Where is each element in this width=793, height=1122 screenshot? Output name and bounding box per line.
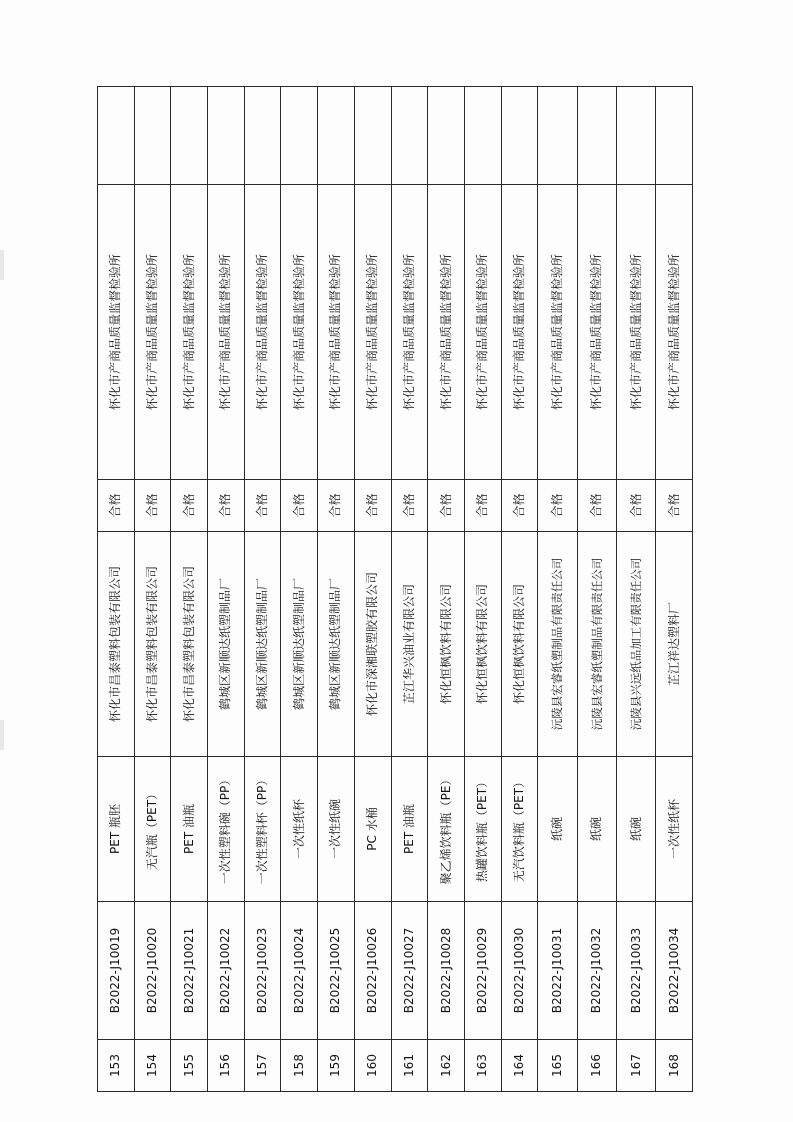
company-cell: 沅陵县宏睿纸塑制品有限责任公司 — [577, 532, 616, 757]
result-cell: 合格 — [577, 480, 616, 532]
company-cell: 怀化恒枫饮料有限公司 — [428, 532, 465, 757]
product-name-cell: PET 油瓶 — [391, 757, 428, 902]
result-cell: 合格 — [244, 480, 281, 532]
product-name-cell: 纸碗 — [538, 757, 577, 902]
company-cell: 沅陵县兴远纸品加工有限责任公司 — [616, 532, 655, 757]
company-cell: 鹤城区新顺达纸塑制品厂 — [244, 532, 281, 757]
result-cell: 合格 — [171, 480, 208, 532]
inspection-org-cell: 怀化市产商品质量监督检验所 — [391, 185, 428, 480]
row-index-cell: 155 — [171, 1040, 208, 1092]
inspection-org-cell: 怀化市产商品质量监督检验所 — [134, 185, 171, 480]
result-cell: 合格 — [656, 480, 693, 532]
table-row — [538, 87, 577, 1092]
company-cell: 怀化市深湘联塑胶有限公司 — [354, 532, 391, 757]
row-index-cell: 162 — [428, 1040, 465, 1092]
table-row — [318, 87, 355, 1092]
punch-hole-mark — [0, 250, 4, 280]
row-index-cell: 165 — [538, 1040, 577, 1092]
row-index-cell: 167 — [616, 1040, 655, 1092]
sample-code-cell: B2022-J10019 — [98, 902, 135, 1040]
empty-cell — [98, 87, 135, 185]
empty-cell — [354, 87, 391, 185]
empty-cell — [281, 87, 318, 185]
product-name-cell: 无汽瓶（PET） — [134, 757, 171, 902]
product-name-cell: 一次性塑料碗（PP） — [208, 757, 245, 902]
sample-code-cell: B2022-J10030 — [501, 902, 538, 1040]
product-name-cell: 聚乙烯饮料瓶（PE） — [428, 757, 465, 902]
inspection-org-cell: 怀化市产商品质量监督检验所 — [538, 185, 577, 480]
result-cell: 合格 — [616, 480, 655, 532]
result-cell: 合格 — [501, 480, 538, 532]
inspection-org-cell: 怀化市产商品质量监督检验所 — [501, 185, 538, 480]
row-index-cell: 157 — [244, 1040, 281, 1092]
empty-cell — [208, 87, 245, 185]
row-index-cell: 159 — [318, 1040, 355, 1092]
company-cell: 怀化市昌泰塑料包装有限公司 — [98, 532, 135, 757]
sample-code-cell: B2022-J10033 — [616, 902, 655, 1040]
product-name-cell: PC 水桶 — [354, 757, 391, 902]
sample-code-cell: B2022-J10021 — [171, 902, 208, 1040]
empty-cell — [656, 87, 693, 185]
product-name-cell: 一次性塑料杯（PP） — [244, 757, 281, 902]
table-row — [501, 87, 538, 1092]
empty-cell — [318, 87, 355, 185]
empty-cell — [538, 87, 577, 185]
product-name-cell: 热罐饮料瓶（PET） — [464, 757, 501, 902]
table-row — [134, 87, 171, 1092]
company-cell: 鹤城区新顺达纸塑制品厂 — [208, 532, 245, 757]
row-index-cell: 154 — [134, 1040, 171, 1092]
table-row — [171, 87, 208, 1092]
sample-code-cell: B2022-J10029 — [464, 902, 501, 1040]
sample-code-cell: B2022-J10034 — [656, 902, 693, 1040]
empty-cell — [501, 87, 538, 185]
table-row — [464, 87, 501, 1092]
empty-cell — [428, 87, 465, 185]
product-name-cell: 一次性纸杯 — [281, 757, 318, 902]
inspection-org-cell: 怀化市产商品质量监督检验所 — [354, 185, 391, 480]
inspection-org-cell: 怀化市产商品质量监督检验所 — [577, 185, 616, 480]
company-cell: 怀化恒枫饮料有限公司 — [501, 532, 538, 757]
row-index-cell: 153 — [98, 1040, 135, 1092]
empty-cell — [577, 87, 616, 185]
inspection-org-cell: 怀化市产商品质量监督检验所 — [208, 185, 245, 480]
inspection-org-cell: 怀化市产商品质量监督检验所 — [616, 185, 655, 480]
sample-code-cell: B2022-J10027 — [391, 902, 428, 1040]
table-row — [616, 87, 655, 1092]
product-name-cell: 纸碗 — [616, 757, 655, 902]
row-index-cell: 163 — [464, 1040, 501, 1092]
empty-cell — [134, 87, 171, 185]
table-row — [244, 87, 281, 1092]
company-cell: 芷江华兴油业有限公司 — [391, 532, 428, 757]
empty-cell — [616, 87, 655, 185]
sample-code-cell: B2022-J10025 — [318, 902, 355, 1040]
product-name-cell: PET 瓶胚 — [98, 757, 135, 902]
inspection-results-table — [97, 86, 693, 1092]
product-name-cell: PET 油瓶 — [171, 757, 208, 902]
result-cell: 合格 — [391, 480, 428, 532]
inspection-org-cell: 怀化市产商品质量监督检验所 — [244, 185, 281, 480]
result-cell: 合格 — [464, 480, 501, 532]
row-index-cell: 156 — [208, 1040, 245, 1092]
result-cell: 合格 — [354, 480, 391, 532]
inspection-org-cell: 怀化市产商品质量监督检验所 — [318, 185, 355, 480]
table-row — [281, 87, 318, 1092]
company-cell: 芷江祥达塑料厂 — [656, 532, 693, 757]
row-index-cell: 160 — [354, 1040, 391, 1092]
result-cell: 合格 — [318, 480, 355, 532]
company-cell: 鹤城区新顺达纸塑制品厂 — [318, 532, 355, 757]
result-cell: 合格 — [98, 480, 135, 532]
inspection-org-cell: 怀化市产商品质量监督检验所 — [98, 185, 135, 480]
empty-cell — [244, 87, 281, 185]
inspection-org-cell: 怀化市产商品质量监督检验所 — [464, 185, 501, 480]
product-name-cell: 无汽饮料瓶（PET） — [501, 757, 538, 902]
row-index-cell: 166 — [577, 1040, 616, 1092]
inspection-org-cell: 怀化市产商品质量监督检验所 — [656, 185, 693, 480]
punch-hole-mark — [0, 720, 4, 750]
row-index-cell: 164 — [501, 1040, 538, 1092]
inspection-org-cell: 怀化市产商品质量监督检验所 — [281, 185, 318, 480]
row-index-cell: 168 — [656, 1040, 693, 1092]
table-row — [656, 87, 693, 1092]
company-cell: 沅陵县宏睿纸塑制品有限责任公司 — [538, 532, 577, 757]
product-name-cell: 纸碗 — [577, 757, 616, 902]
table-row — [577, 87, 616, 1092]
sample-code-cell: B2022-J10020 — [134, 902, 171, 1040]
result-cell: 合格 — [538, 480, 577, 532]
table-row — [208, 87, 245, 1092]
sample-code-cell: B2022-J10022 — [208, 902, 245, 1040]
empty-cell — [464, 87, 501, 185]
table-row — [391, 87, 428, 1092]
result-cell: 合格 — [134, 480, 171, 532]
result-cell: 合格 — [281, 480, 318, 532]
sample-code-cell: B2022-J10031 — [538, 902, 577, 1040]
company-cell: 怀化恒枫饮料有限公司 — [464, 532, 501, 757]
empty-cell — [171, 87, 208, 185]
table-row — [354, 87, 391, 1092]
row-index-cell: 158 — [281, 1040, 318, 1092]
result-cell: 合格 — [428, 480, 465, 532]
sample-code-cell: B2022-J10026 — [354, 902, 391, 1040]
table-row — [98, 87, 135, 1092]
result-cell: 合格 — [208, 480, 245, 532]
row-index-cell: 161 — [391, 1040, 428, 1092]
sample-code-cell: B2022-J10023 — [244, 902, 281, 1040]
product-name-cell: 一次性纸杯 — [656, 757, 693, 902]
product-name-cell: 一次性纸碗 — [318, 757, 355, 902]
inspection-org-cell: 怀化市产商品质量监督检验所 — [171, 185, 208, 480]
empty-cell — [391, 87, 428, 185]
sample-code-cell: B2022-J10028 — [428, 902, 465, 1040]
company-cell: 怀化市昌泰塑料包装有限公司 — [134, 532, 171, 757]
company-cell: 鹤城区新顺达纸塑制品厂 — [281, 532, 318, 757]
sample-code-cell: B2022-J10024 — [281, 902, 318, 1040]
inspection-org-cell: 怀化市产商品质量监督检验所 — [428, 185, 465, 480]
company-cell: 怀化市昌泰塑料包装有限公司 — [171, 532, 208, 757]
rotated-table-wrapper — [97, 87, 693, 1092]
sample-code-cell: B2022-J10032 — [577, 902, 616, 1040]
table-row — [428, 87, 465, 1092]
